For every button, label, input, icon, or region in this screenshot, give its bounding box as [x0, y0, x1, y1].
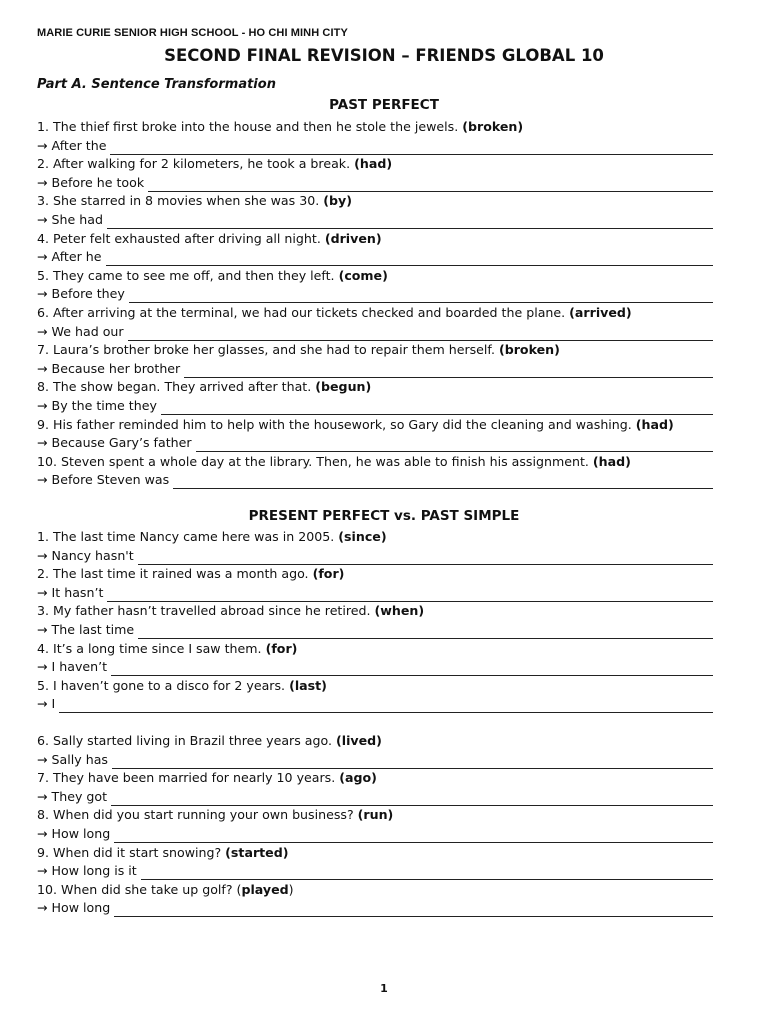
keyword-cue: (started): [225, 844, 289, 860]
question-line: [37, 267, 717, 285]
keyword-cue: (by): [323, 193, 352, 209]
answer-prompt: → She had: [37, 212, 103, 227]
answer-prompt: → It hasn’t: [37, 584, 104, 600]
answer-prompt: → How long: [37, 900, 111, 916]
answer-line: [37, 751, 717, 769]
page-title: SECOND FINAL REVISION – FRIENDS GLOBAL 10: [164, 46, 604, 65]
cue-close: ): [288, 881, 294, 897]
answer-blank[interactable]: [111, 792, 713, 806]
keyword-cue: (broken): [462, 119, 524, 134]
question-line: [37, 602, 717, 620]
question-text: 6. Sally started living in Brazil three years ago.: [37, 733, 337, 748]
answer-blank[interactable]: [59, 699, 713, 713]
question-line: [37, 528, 717, 546]
answer-prompt: → How long is it: [37, 863, 137, 879]
question-line: [37, 416, 717, 434]
question-text: 7. They have been married for nearly 10 years.: [37, 770, 340, 786]
keyword-cue: (since): [338, 529, 387, 544]
question-text: 2. After walking for 2 kilometers, he took a break.: [37, 156, 355, 172]
question-text: 10. Steven spent a whole day at the library. Then, he was able to finish his assignment.: [37, 453, 593, 469]
question-line: [37, 732, 717, 750]
question-line: [37, 640, 717, 658]
answer-blank[interactable]: [114, 903, 713, 917]
answer-line: [37, 825, 717, 843]
keyword-cue: (for): [265, 640, 298, 656]
keyword-cue: (last): [289, 677, 327, 693]
question-text: 5. I haven’t gone to a disco for 2 years.: [37, 677, 290, 693]
question-text: 5. They came to see me off, and then they left.: [37, 267, 339, 283]
keyword-cue: (had): [635, 416, 674, 432]
answer-blank[interactable]: [148, 178, 713, 192]
section-heading: PRESENT PERFECT vs. PAST SIMPLE: [248, 508, 520, 524]
question-text: 8. The show began. They arrived after that.: [37, 379, 316, 395]
answer-blank[interactable]: [138, 551, 713, 565]
answer-blank[interactable]: [107, 588, 713, 602]
answer-line: [37, 137, 717, 155]
question-line: [37, 304, 717, 322]
answer-prompt: → I haven’t: [37, 659, 108, 675]
answer-blank[interactable]: [112, 755, 713, 769]
answer-prompt: → How long: [37, 826, 111, 841]
question-line: [37, 806, 717, 824]
question-line: [37, 677, 717, 695]
question-line: [37, 565, 717, 583]
answer-line: [37, 360, 717, 378]
question-line: [37, 118, 717, 136]
answer-prompt: → Before he took: [37, 174, 145, 190]
question-line: [37, 341, 717, 359]
answer-line: [37, 434, 717, 452]
answer-line: [37, 285, 717, 303]
answer-line: [37, 584, 717, 602]
keyword-cue: (for): [312, 566, 345, 582]
question-text: 1. The thief first broke into the house and then he stole the jewels.: [37, 119, 463, 134]
answer-line: [37, 695, 717, 713]
section-heading: PAST PERFECT: [329, 97, 439, 113]
keyword-cue: (lived): [336, 733, 382, 748]
answer-prompt: → We had our: [37, 323, 124, 339]
keyword-cue: (when): [374, 603, 425, 619]
keyword-cue: (arrived): [569, 305, 632, 320]
keyword-cue: (had): [592, 453, 631, 469]
school-name: MARIE CURIE SENIOR HIGH SCHOOL - HO CHI MINH CITY: [37, 27, 348, 39]
question-text: 2. The last time it rained was a month ago.: [37, 566, 313, 582]
answer-prompt: → I: [37, 696, 56, 712]
answer-prompt: → Before Steven was: [37, 472, 170, 488]
answer-line: [37, 174, 717, 192]
answer-prompt: → After the: [37, 137, 107, 153]
answer-blank[interactable]: [128, 327, 713, 341]
question-line: [37, 844, 717, 862]
question-text: 1. The last time Nancy came here was in 2005.: [37, 529, 339, 544]
answer-line: [37, 547, 717, 565]
question-text: 4. Peter felt exhausted after driving all night.: [37, 230, 325, 246]
question-line: [37, 881, 717, 899]
answer-blank[interactable]: [184, 364, 713, 378]
answer-line: [37, 248, 717, 266]
question-text: 3. She starred in 8 movies when she was 30.: [37, 193, 324, 209]
answer-line: [37, 323, 717, 341]
question-text: 6. After arriving at the terminal, we had our tickets checked and boarded the plane.: [37, 305, 570, 320]
question-text: 9. When did it start snowing?: [37, 844, 226, 860]
answer-blank[interactable]: [141, 866, 713, 880]
page-number: 1: [380, 982, 388, 995]
answer-prompt: → Sally has: [37, 751, 108, 767]
part-heading: Part A. Sentence Transformation: [37, 77, 276, 92]
answer-prompt: → Nancy hasn't: [37, 547, 134, 563]
question-text: 3. My father hasn’t travelled abroad since he retired.: [37, 603, 375, 619]
answer-blank[interactable]: [110, 141, 713, 155]
answer-line: [37, 471, 717, 489]
keyword-cue: (had): [354, 156, 393, 172]
answer-line: [37, 862, 717, 880]
question-text: 8. When did you start running your own business?: [37, 807, 358, 823]
keyword-cue: (broken): [498, 342, 560, 358]
question-text: 10. When did she take up golf? (: [37, 881, 242, 897]
answer-blank[interactable]: [196, 438, 713, 452]
answer-blank[interactable]: [114, 829, 713, 843]
question-line: [37, 769, 717, 787]
keyword-cue: (come): [338, 267, 388, 283]
answer-prompt: → Because her brother: [37, 360, 181, 376]
question-text: 9. His father reminded him to help with the housework, so Gary did the cleaning and washing.: [37, 416, 636, 432]
answer-line: [37, 899, 717, 917]
answer-prompt: → After he: [37, 249, 102, 265]
answer-prompt: → They got: [37, 788, 108, 804]
question-text: 7. Laura’s brother broke her glasses, and she had to repair them herself.: [37, 342, 499, 358]
answer-line: [37, 397, 717, 415]
question-line: [37, 155, 717, 173]
answer-blank[interactable]: [107, 215, 713, 229]
question-line: [37, 192, 717, 210]
answer-blank[interactable]: [161, 401, 713, 415]
answer-prompt: → By the time they: [37, 398, 157, 413]
keyword-cue: (begun): [315, 379, 372, 395]
answer-line: [37, 211, 717, 229]
answer-blank[interactable]: [111, 662, 713, 676]
answer-prompt: → The last time: [37, 622, 135, 637]
keyword-cue: (run): [357, 807, 394, 823]
answer-blank[interactable]: [173, 475, 713, 489]
answer-line: [37, 658, 717, 676]
question-line: [37, 378, 717, 396]
answer-prompt: → Because Gary’s father: [37, 435, 192, 451]
keyword-cue: played: [241, 881, 289, 897]
answer-blank[interactable]: [129, 289, 713, 303]
answer-line: [37, 621, 717, 639]
question-line: [37, 453, 717, 471]
question-text: 4. It’s a long time since I saw them.: [37, 640, 266, 656]
keyword-cue: (ago): [339, 770, 377, 786]
answer-blank[interactable]: [106, 252, 713, 266]
question-line: [37, 230, 717, 248]
answer-line: [37, 788, 717, 806]
answer-prompt: → Before they: [37, 286, 125, 302]
keyword-cue: (driven): [324, 230, 382, 246]
answer-blank[interactable]: [138, 625, 713, 639]
